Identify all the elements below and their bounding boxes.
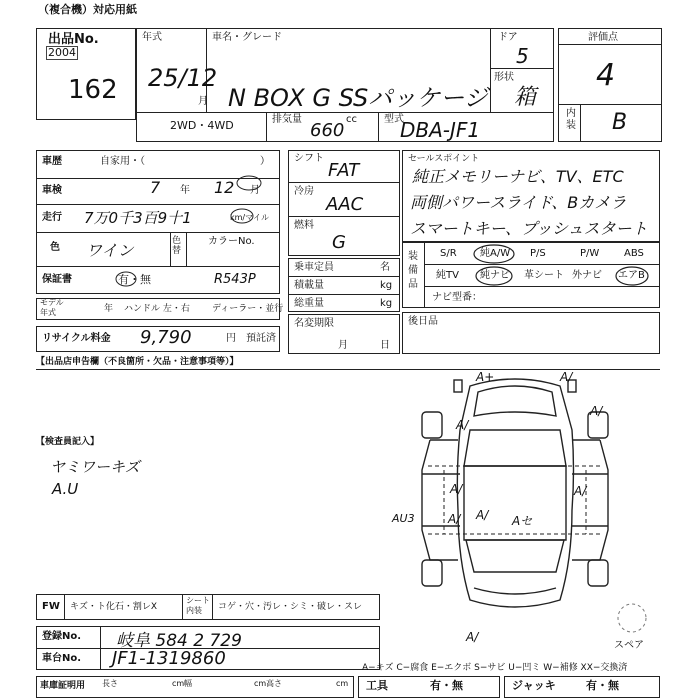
capacity-label: 乗車定員 (294, 262, 334, 273)
damage-mark-left-side: AU3 (392, 512, 415, 525)
lot-year-tag: 2004 (48, 46, 76, 59)
interior-label: 内装 (566, 108, 576, 131)
cert-height: 高さ (266, 679, 282, 688)
navi-model-label: ナビ型番： (432, 292, 482, 303)
score-value: 4 (596, 58, 616, 93)
damage-mark-front: A+ (476, 370, 495, 384)
equip-ps: P/S (530, 248, 546, 259)
history-label: 車歴 (42, 156, 62, 167)
lot-title: 出品No. (48, 32, 99, 47)
fw-value: キズ・ト化石・割レX (70, 602, 157, 612)
damage-mark-hood-left: A/ (456, 418, 469, 432)
legend-text: A−キズ C−腐食 E−エクボ S−サビ U−凹ミ W−補修 XX−交換済 (362, 663, 628, 673)
registration-label: 登録No. (42, 631, 82, 642)
form-title: （複合機）対応用紙 (38, 3, 137, 16)
salespoint-line-1: 純正メモリーナビ、TV、ETC (412, 167, 624, 186)
history-value: 自家用・（ (100, 156, 145, 167)
shape-label: 形状 (494, 72, 514, 83)
spare-label: スペア (614, 640, 644, 651)
weight-label: 総重量 (294, 298, 324, 309)
equip-extnavi: 外ナビ (572, 270, 602, 281)
fuel-value: G (332, 232, 346, 253)
color-value: ワイン (86, 241, 134, 260)
shift-label: シフト (294, 153, 324, 164)
year-value: 25/12 (148, 64, 218, 92)
fw-label: FW (42, 601, 60, 612)
model-label: 型式 (384, 114, 404, 125)
chassis-value: JF1-1319860 (112, 648, 226, 669)
history-close: ） (260, 156, 270, 167)
door-label: ドア (498, 32, 518, 43)
recycle-value: 9,790 (140, 327, 192, 348)
score-label: 評価点 (588, 32, 618, 43)
shape-value: 箱 (514, 85, 537, 110)
dealer-notes-label: 【出品店申告欄（不良箇所・欠品・注意事項等）】 (36, 357, 239, 367)
seat-label: シート内装 (186, 596, 210, 615)
door-value: 5 (516, 44, 529, 68)
equip-navi: 純ナビ (480, 270, 510, 281)
load-label: 積載量 (294, 280, 324, 291)
equip-leather: 革シート (524, 270, 564, 281)
modelyear-handle: ハンドル 左・右 (124, 304, 190, 314)
lot-number: 162 (68, 75, 118, 105)
damage-mark-left-door: A/ (450, 482, 463, 496)
equip-sr: S/R (440, 248, 457, 259)
modelyear-dealer: ディーラー・並行 (212, 304, 284, 314)
salespoint-line-3: スマートキー、プッシュスタート (410, 219, 648, 238)
cert-width: 幅 (184, 679, 192, 688)
mileage-unit: km/マイル (230, 213, 269, 222)
model-value: DBA-JF1 (400, 118, 481, 142)
ownerchange-day: 日 (380, 340, 390, 351)
equip-pw: P/W (580, 248, 600, 259)
equip-aw: 純A/W (480, 248, 511, 259)
seat-value: コゲ・穴・汚レ・シミ・破レ・スレ (218, 602, 363, 612)
inspection-label: 車検 (42, 185, 62, 196)
name-value: N BOX G SSパッケージ (228, 84, 488, 112)
cert-cm-3: cm (336, 679, 349, 688)
colorno-value: R543P (214, 272, 256, 287)
inspector-label: 【検査員記入】 (36, 437, 100, 447)
mileage-label: 走行 (42, 212, 62, 223)
cert-length: 長さ (102, 679, 118, 688)
interior-value: B (612, 110, 628, 135)
ownerchange-month: 月 (338, 340, 348, 351)
inspection-year-value: 7 (150, 178, 161, 197)
inspector-line-1: ヤミワーキズ (50, 458, 140, 476)
tools-label: 工具 (366, 679, 388, 692)
name-label: 車名・グレード (212, 32, 282, 43)
equip-tv: 純TV (436, 270, 459, 281)
jack-label: ジャッキ (512, 679, 556, 692)
damage-mark-roof: Aセ (512, 514, 533, 528)
salespoint-label: セールスポイント (408, 154, 480, 164)
colorno-label: カラーNo. (208, 236, 255, 247)
salespoint-line-2: 両側パワースライド、Bカメラ (410, 193, 627, 212)
weight-unit: kg (380, 298, 393, 309)
later-label: 後日品 (408, 316, 438, 327)
recycle-unit: 円 (226, 333, 236, 344)
mileage-value: 7万0千3百9十1 (84, 209, 192, 227)
inspector-line-2: A.U (52, 480, 79, 498)
damage-mark-right-door: A/ (574, 484, 587, 498)
cert-cm-1: cm (172, 679, 185, 688)
damage-mark-front-right: A/ (560, 370, 573, 384)
color-label: 色 (50, 242, 60, 253)
cooler-value: AAC (326, 194, 364, 215)
capacity-unit: 名 (380, 262, 390, 273)
year-label: 年式 (142, 32, 162, 43)
damage-mark-left-rear: A/ (448, 512, 461, 526)
inspection-year-unit: 年 (180, 185, 190, 196)
modelyear-year: 年 (104, 304, 114, 314)
recycle-status: 預託済 (246, 333, 276, 344)
displacement-value: 660 (310, 120, 345, 141)
damage-mark-right-fender: A/ (590, 404, 603, 418)
equipment-label: 装備品 (408, 251, 418, 290)
jack-value: 有・無 (586, 679, 619, 692)
warranty-value: 有・無 (118, 273, 151, 286)
shift-value: FAT (328, 160, 360, 181)
cert-label: 車庫証明用 (40, 681, 86, 691)
chassis-label: 車台No. (42, 653, 82, 664)
inspection-month-unit: 月 (250, 185, 260, 196)
modelyear-label: モデル年式 (40, 298, 64, 317)
color-swap-label: 色替 (172, 236, 182, 256)
inspection-month-value: 12 (214, 178, 235, 197)
year-unit: 月 (198, 96, 208, 107)
ownerchange-label: 名変期限 (294, 318, 334, 329)
displacement-label: 排気量 (272, 114, 302, 125)
equip-abs: ABS (624, 248, 644, 259)
tools-value: 有・無 (430, 679, 463, 692)
recycle-label: リサイクル料金 (42, 333, 111, 344)
damage-mark-rear: A/ (466, 630, 479, 644)
fuel-label: 燃料 (294, 220, 314, 231)
cooler-label: 冷房 (294, 186, 314, 197)
cert-cm-2: cm (254, 679, 267, 688)
damage-mark-mid: A/ (476, 508, 489, 522)
displacement-unit: cc (346, 114, 357, 125)
load-unit: kg (380, 280, 393, 291)
registration-value: 岐阜 584 2 729 (116, 631, 242, 651)
warranty-label: 保証書 (42, 274, 72, 285)
equip-airbag: エアB (618, 270, 645, 281)
drive-options: 2WD・4WD (170, 119, 234, 132)
